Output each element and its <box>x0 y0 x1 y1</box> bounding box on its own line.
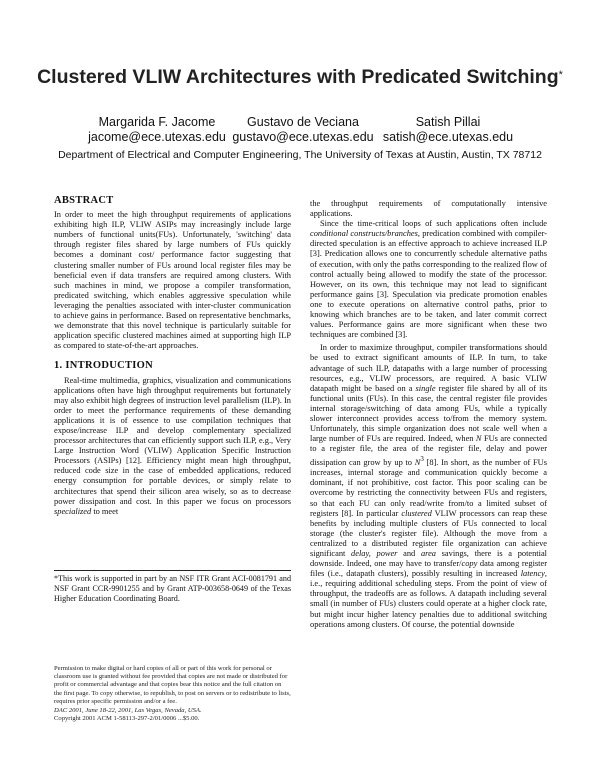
affiliation: Department of Electrical and Computer Engineering, The University of Texas at Austin, Austin, TX 78712 <box>58 149 542 161</box>
author-name: Margarida F. Jacome <box>98 115 216 129</box>
author-email: satish@ece.utexas.edu <box>382 130 514 144</box>
funding-footnote: *This work is supported in part by an NSF ITR Grant ACI-0081791 and NSF Grant CCR-9901255 and by Grant ATP-003658-0649 of the Texas Higher Education Coordinating Board. <box>54 570 291 603</box>
paper-title: Clustered VLIW Architectures with Predicated Switching* <box>37 66 563 88</box>
abstract-heading: ABSTRACT <box>54 195 114 206</box>
author-block <box>82 115 232 145</box>
copyright-notice <box>54 665 291 723</box>
title-footnote-mark: * <box>558 69 563 81</box>
left-column <box>54 196 291 517</box>
permission-text: Permission to make digital or hard copies of all or part of this work for personal or classroom use is granted without fee provided that copies are not made or distributed for profit or commercial advantage and that copies bear this notice and the full citation on the first page. To copy otherwise, to republish, to post on servers or to redistribute to lists, requires prior specific permission and/or a fee. <box>54 665 291 705</box>
venue-line: DAC 2001, June 18-22, 2001, Las Vegas, Nevada, USA. <box>54 707 202 715</box>
author-email: gustavo@ece.utexas.edu <box>232 130 374 144</box>
copyright-line: Copyright 2001 ACM 1-58113-297-2/01/0006 ...$5.00. <box>54 715 200 723</box>
author-name: Gustavo de Veciana <box>247 115 359 129</box>
intro-heading: 1. INTRODUCTION <box>54 360 154 372</box>
author-email: jacome@ece.utexas.edu <box>88 130 226 144</box>
author-name: Satish Pillai <box>415 115 481 129</box>
intro-paragraph: Since the time-critical loops of such applications often include conditional constructs/branches, predication combined with compiler-directed speculation is an effective approach to achieve increased ILP [3]. Predication allows one to concurrently schedule alternative paths of execution, with only the paths corresponding to the realized flow of control actually being allowed to modify the state of the processor. However, on its own, this technique may not lead to significant performance gains [3]. Speculation via predicate promotion enables one to execute operations on alternative control paths, prior to knowing which branches are to be taken, and later commit correct values. Performance gains are more significant when these two techniques are combined [3]. <box>310 219 547 340</box>
intro-paragraph: In order to maximize throughput, compiler transformations should be used to extract significant amounts of ILP. In turn, to take advantage of such ILP, datapaths with a large number of processing resources, e.g., VLIW processors, are required. A basic VLIW datapath might be based on a single register file shared by all of its functional units (FUs). In this case, the central register file provides internal storage/switching of data among FUs, while a typically slower interconnect provides access to/from the memory system. Unfortunately, this simple organization does not scale well when a large number of FUs are required. Indeed, when N FUs are connected to a register file, the area of the register file, delay and power dissipation can grow by up to $N^3$ [8]. In short, as the number of FUs increases, internal storage and communication quickly become a dominant, if not prohibitive, cost factor. This poor scaling can be overcome by restricting the connectivity between FUs and registers, so that each FU can only read/write from/to a limited subset of registers [8]. In particular clustered VLIW processors can reap these benefits by including multiple clusters of FUs connected to local storage (the cluster's register file). Although the move from a centralized to a distributed register file organization can achieve significant delay, power and area savings, there is a potential downside. Indeed, one may have to transfer/copy data among register files (i.e., datapath clusters), possibly resulting in increased latency, i.e., requiring additional scheduling steps. From the point of view of throughput, the tradeoffs are as follows. A datapath including several small (in number of FUs) clusters could operate at a higher clock rate, but might incur higher latency penalties due to additional switching operations among clusters. Of course, the potential downside <box>310 343 548 629</box>
intro-paragraph: Real-time multimedia, graphics, visualization and communications applications often have high throughput requirements but fortunately may also exhibit high degrees of instruction level parallelism (ILP). In order to meet the performance requirements of these demanding applications it is of essence to use compilation techniques that expose/increase ILP and develop complementary specialized processor architectures that can efficiently support such ILP, e.g., Very Large Instruction Word (VLIW) Application Specific Instruction Processors (ASIPs) [12]. Efficiency might mean high throughput, reduced code size in the case of embedded applications, reduced energy consumption for portable devices, or simply relate to architectures that spend their silicon area wisely, so as to decrease power dissipation and cost. In this paper we focus on processors specialized to meet <box>54 375 291 516</box>
abstract-text: In order to meet the high throughput requirements of applications exhibiting high ILP, VLIW ASIPs may increasingly include large numbers of functional units(FUs). Unfortunately, 'switching' data through register files shared by large numbers of FUs quickly becomes a dominant cost/ performance factor suggesting that clustering smaller number of FUs around local register files may be beneficial even if data transfers are required among clusters. With such machines in mind, we propose a compiler transformation, predicated switching, which enables aggressive speculation while leveraging the penalties associated with inter-cluster communication to achieve gains in performance. Based on representative benchmarks, we demonstrate that this novel technique is particularly suitable for application specific clustered machines aimed at supporting high ILP as compared to state-of-the-art approaches. <box>54 210 291 351</box>
author-block <box>228 115 378 145</box>
author-block <box>378 115 518 145</box>
right-column <box>310 199 547 630</box>
intro-continued: the throughput requirements of computationally intensive applications. <box>310 199 547 219</box>
